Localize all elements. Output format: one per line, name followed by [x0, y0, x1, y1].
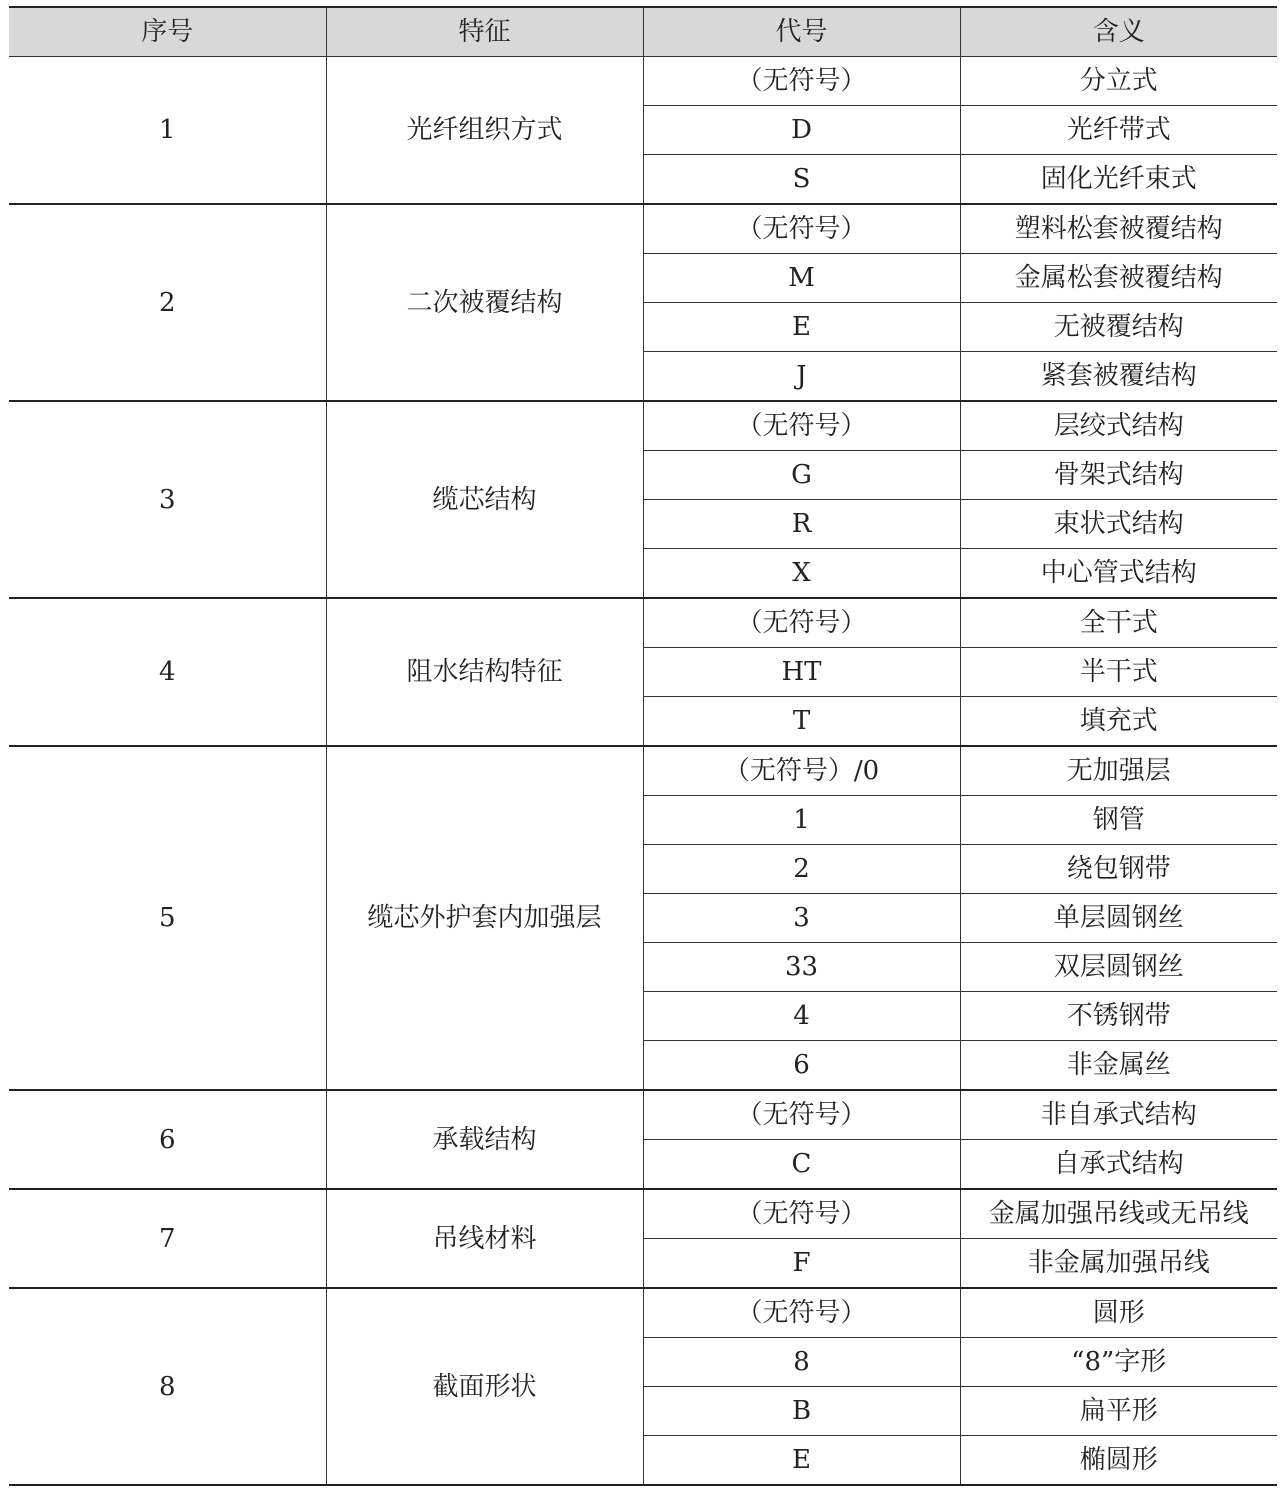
- cell-meaning: 圆形: [960, 1288, 1277, 1338]
- cell-code: 2: [643, 845, 960, 894]
- cell-code: 3: [643, 894, 960, 943]
- fiber-cable-code-table: [9, 6, 1277, 1486]
- table-body: [9, 57, 1277, 1486]
- cell-meaning: 单层圆钢丝: [960, 894, 1277, 943]
- cell-code: （无符号）: [643, 598, 960, 648]
- cell-number: 2: [9, 204, 326, 401]
- cell-feature: 阻水结构特征: [326, 598, 643, 746]
- cell-meaning: 非自承式结构: [960, 1090, 1277, 1140]
- table-row: [9, 598, 1277, 648]
- cell-code: （无符号）: [643, 1090, 960, 1140]
- cell-meaning: 光纤带式: [960, 106, 1277, 155]
- cell-code: 4: [643, 992, 960, 1041]
- cell-feature: 缆芯结构: [326, 401, 643, 598]
- cell-code: （无符号）: [643, 401, 960, 451]
- cell-code: E: [643, 1436, 960, 1486]
- cell-meaning: 塑料松套被覆结构: [960, 204, 1277, 254]
- table-row: [9, 1288, 1277, 1338]
- cell-code: 33: [643, 943, 960, 992]
- table-header: [9, 7, 1277, 57]
- cell-code: G: [643, 451, 960, 500]
- cell-meaning: 钢管: [960, 796, 1277, 845]
- cell-meaning: 分立式: [960, 57, 1277, 106]
- cell-meaning: 非金属加强吊线: [960, 1239, 1277, 1289]
- cell-code: T: [643, 697, 960, 747]
- cell-code: M: [643, 254, 960, 303]
- cell-meaning: 金属松套被覆结构: [960, 254, 1277, 303]
- cell-code: （无符号）: [643, 204, 960, 254]
- cell-code: E: [643, 303, 960, 352]
- cell-code: HT: [643, 648, 960, 697]
- cell-feature: 二次被覆结构: [326, 204, 643, 401]
- cell-meaning: 无被覆结构: [960, 303, 1277, 352]
- header-meaning: 含义: [960, 7, 1277, 57]
- cell-feature: 缆芯外护套内加强层: [326, 746, 643, 1090]
- cell-meaning: 双层圆钢丝: [960, 943, 1277, 992]
- cell-number: 5: [9, 746, 326, 1090]
- table-row: [9, 1189, 1277, 1239]
- cell-number: 1: [9, 57, 326, 205]
- header-number: 序号: [9, 7, 326, 57]
- cell-code: F: [643, 1239, 960, 1289]
- cell-meaning: 全干式: [960, 598, 1277, 648]
- cell-meaning: 绕包钢带: [960, 845, 1277, 894]
- cell-meaning: 填充式: [960, 697, 1277, 747]
- cell-meaning: 扁平形: [960, 1387, 1277, 1436]
- cell-feature: 光纤组织方式: [326, 57, 643, 205]
- cell-meaning: 自承式结构: [960, 1140, 1277, 1190]
- cell-code: （无符号）: [643, 1189, 960, 1239]
- cell-code: （无符号）/0: [643, 746, 960, 796]
- cell-code: 6: [643, 1041, 960, 1091]
- header-row: [9, 7, 1277, 57]
- cell-code: R: [643, 500, 960, 549]
- header-feature: 特征: [326, 7, 643, 57]
- cell-meaning: 束状式结构: [960, 500, 1277, 549]
- cell-code: （无符号）: [643, 1288, 960, 1338]
- cell-code: B: [643, 1387, 960, 1436]
- cell-meaning: 非金属丝: [960, 1041, 1277, 1091]
- table-row: [9, 204, 1277, 254]
- cell-meaning: 不锈钢带: [960, 992, 1277, 1041]
- cell-code: （无符号）: [643, 57, 960, 106]
- cell-number: 7: [9, 1189, 326, 1288]
- fiber-cable-code-table-container: [9, 6, 1277, 1486]
- cell-meaning: 骨架式结构: [960, 451, 1277, 500]
- table-row: [9, 746, 1277, 796]
- cell-number: 8: [9, 1288, 326, 1485]
- cell-meaning: 无加强层: [960, 746, 1277, 796]
- cell-feature: 承载结构: [326, 1090, 643, 1189]
- cell-number: 4: [9, 598, 326, 746]
- cell-feature: 吊线材料: [326, 1189, 643, 1288]
- cell-feature: 截面形状: [326, 1288, 643, 1485]
- cell-code: J: [643, 352, 960, 402]
- cell-code: C: [643, 1140, 960, 1190]
- cell-code: S: [643, 155, 960, 205]
- table-row: [9, 57, 1277, 106]
- cell-code: X: [643, 549, 960, 599]
- header-code: 代号: [643, 7, 960, 57]
- cell-meaning: 固化光纤束式: [960, 155, 1277, 205]
- cell-meaning: 金属加强吊线或无吊线: [960, 1189, 1277, 1239]
- cell-code: D: [643, 106, 960, 155]
- cell-code: 8: [643, 1338, 960, 1387]
- cell-meaning: 层绞式结构: [960, 401, 1277, 451]
- table-row: [9, 1090, 1277, 1140]
- cell-meaning: 中心管式结构: [960, 549, 1277, 599]
- cell-meaning: 椭圆形: [960, 1436, 1277, 1486]
- cell-number: 3: [9, 401, 326, 598]
- cell-meaning: “8”字形: [960, 1338, 1277, 1387]
- cell-code: 1: [643, 796, 960, 845]
- cell-meaning: 紧套被覆结构: [960, 352, 1277, 402]
- table-row: [9, 401, 1277, 451]
- cell-number: 6: [9, 1090, 326, 1189]
- cell-meaning: 半干式: [960, 648, 1277, 697]
